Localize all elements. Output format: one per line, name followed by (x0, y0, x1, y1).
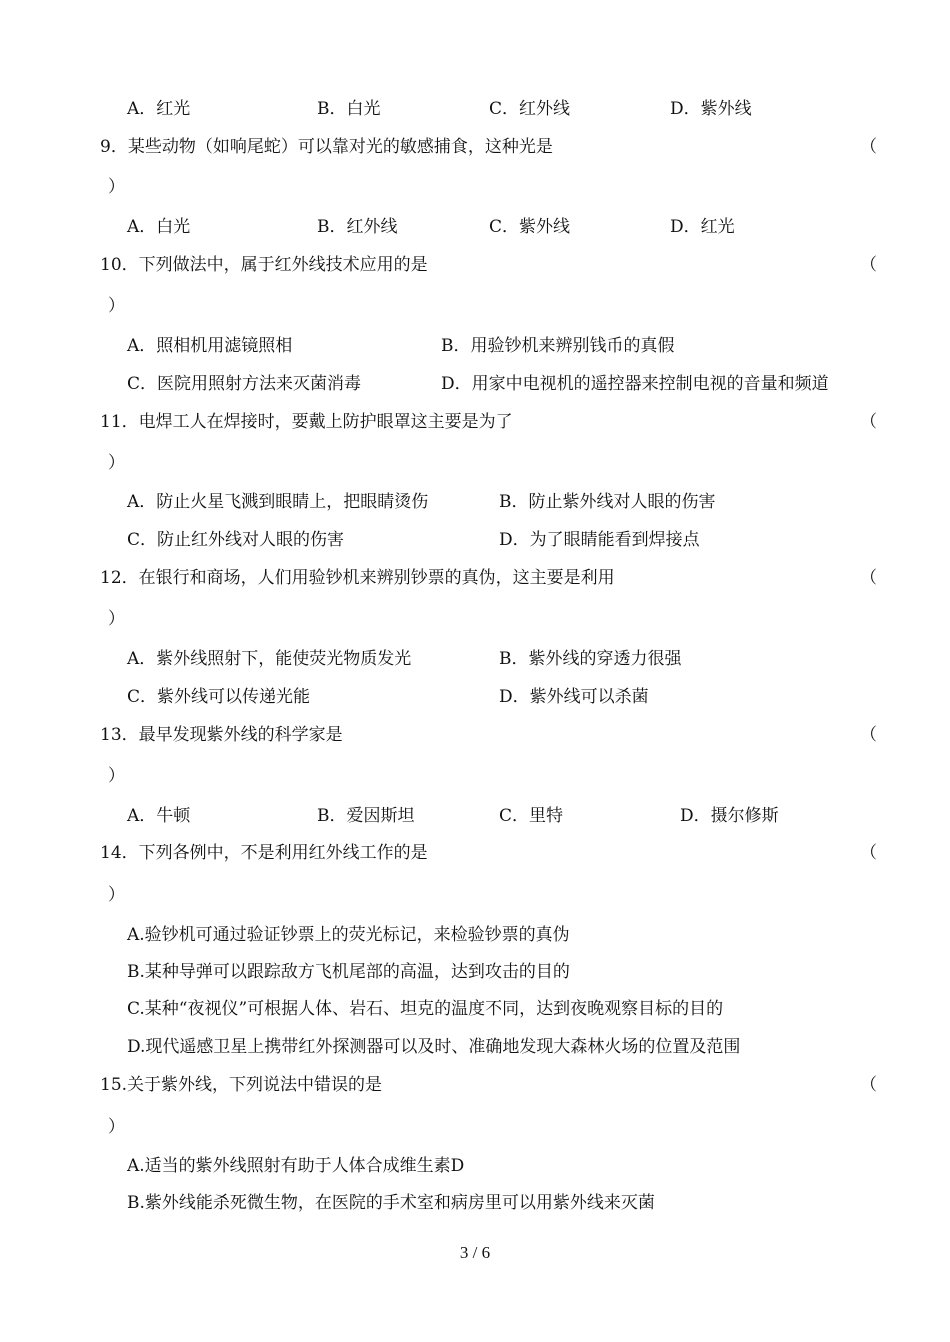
q12-option-b: B．紫外线的穿透力很强 (499, 649, 682, 669)
q12-answer-paren-open: （ (860, 568, 877, 588)
q15-option-a: A.适当的紫外线照射有助于人体合成维生素D (127, 1156, 465, 1176)
page-number: 3 / 6 (459, 1243, 491, 1262)
q10-option-a: A．照相机用滤镜照相 (127, 336, 293, 356)
q14-answer-paren-close: ） (108, 885, 125, 905)
q15-answer-paren-close: ） (108, 1117, 125, 1137)
q10-answer-paren-close: ） (108, 296, 125, 316)
q13-answer-paren-open: （ (860, 725, 877, 745)
q9-option-b: B．红外线 (317, 217, 398, 237)
q9-answer-paren-open: （ (860, 137, 877, 157)
q11-option-d: D．为了眼睛能看到焊接点 (499, 530, 700, 550)
q10-option-d: D．用家中电视机的遥控器来控制电视的音量和频道 (441, 374, 829, 394)
q14-option-c: C.某种“夜视仪”可根据人体、岩石、坦克的温度不同，达到夜晚观察目标的目的 (127, 999, 724, 1019)
q11-option-b: B．防止紫外线对人眼的伤害 (499, 492, 716, 512)
q13-option-b: B．爱因斯坦 (317, 806, 415, 826)
q8-option-c: C．红外线 (489, 99, 571, 119)
q13-stem: 13．最早发现紫外线的科学家是 (100, 725, 343, 745)
q10-answer-paren-open: （ (860, 255, 877, 275)
q13-answer-paren-close: ） (108, 766, 125, 786)
q9-option-d: D．红光 (670, 217, 735, 237)
q8-option-a: A．红光 (127, 99, 191, 119)
q10-stem: 10．下列做法中，属于红外线技术应用的是 (100, 255, 428, 275)
q12-option-d: D．紫外线可以杀菌 (499, 687, 649, 707)
q15-option-b: B.紫外线能杀死微生物，在医院的手术室和病房里可以用紫外线来灭菌 (127, 1193, 655, 1213)
q12-answer-paren-close: ） (108, 609, 125, 629)
q11-answer-paren-close: ） (108, 453, 125, 473)
q14-option-d: D.现代遥感卫星上携带红外探测器可以及时、准确地发现大森林火场的位置及范围 (127, 1037, 741, 1057)
q13-option-d: D．摄尔修斯 (680, 806, 779, 826)
q12-option-a: A．紫外线照射下，能使荧光物质发光 (127, 649, 412, 669)
q11-option-a: A．防止火星飞溅到眼睛上，把眼睛烫伤 (127, 492, 429, 512)
q14-option-b: B.某种导弹可以跟踪敌方飞机尾部的高温，达到攻击的目的 (127, 962, 570, 982)
q9-stem: 9．某些动物（如响尾蛇）可以靠对光的敏感捕食，这种光是 (100, 137, 553, 157)
q11-stem: 11．电焊工人在焊接时，要戴上防护眼罩这主要是为了 (100, 412, 513, 432)
q11-answer-paren-open: （ (860, 412, 877, 432)
q12-stem: 12．在银行和商场，人们用验钞机来辨别钞票的真伪，这主要是利用 (100, 568, 615, 588)
q9-answer-paren-close: ） (108, 177, 125, 197)
q12-option-c: C．紫外线可以传递光能 (127, 687, 311, 707)
q13-option-a: A．牛顿 (127, 806, 191, 826)
q15-answer-paren-open: （ (860, 1075, 877, 1095)
q10-option-c: C．医院用照射方法来灭菌消毒 (127, 374, 362, 394)
q10-option-b: B．用验钞机来辨别钱币的真假 (441, 336, 675, 356)
q8-option-d: D．紫外线 (670, 99, 752, 119)
q13-option-c: C．里特 (499, 806, 564, 826)
q14-answer-paren-open: （ (860, 843, 877, 863)
q9-option-c: C．紫外线 (489, 217, 571, 237)
q9-option-a: A．白光 (127, 217, 191, 237)
q14-stem: 14．下列各例中，不是利用红外线工作的是 (100, 843, 428, 863)
q11-option-c: C．防止红外线对人眼的伤害 (127, 530, 345, 550)
q15-stem: 15.关于紫外线，下列说法中错误的是 (100, 1075, 383, 1095)
q14-option-a: A.验钞机可通过验证钞票上的荧光标记，来检验钞票的真伪 (127, 925, 570, 945)
q8-option-b: B．白光 (317, 99, 381, 119)
